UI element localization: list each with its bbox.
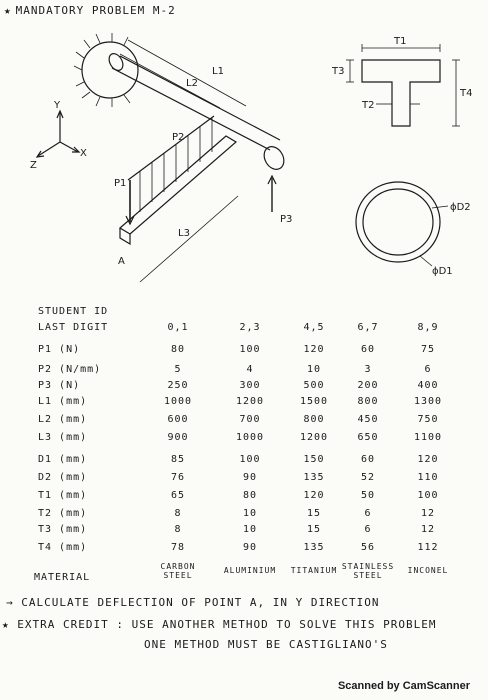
table-cell: 4 — [246, 364, 254, 375]
t-dimensions — [346, 44, 460, 126]
instruction-text-2: EXTRA CREDIT : USE ANOTHER METHOD TO SOLVE THIS PROBLEM — [17, 618, 437, 631]
table-cell: 78 — [170, 542, 186, 553]
material-row — [0, 562, 488, 588]
table-row — [0, 542, 488, 558]
column-header: 6,7 — [357, 322, 379, 333]
row-label: P1 (N) — [38, 344, 81, 355]
table-row — [0, 414, 488, 430]
table-cell: 112 — [417, 542, 439, 553]
table-cell: 300 — [239, 380, 261, 391]
table-cell: 500 — [303, 380, 325, 391]
label-axis-x: X — [80, 148, 87, 159]
row-label: L1 (mm) — [38, 396, 88, 407]
table-cell: 135 — [303, 472, 325, 483]
table-cell: 1200 — [299, 432, 329, 443]
row-label: L2 (mm) — [38, 414, 88, 425]
table-cell: 400 — [417, 380, 439, 391]
table-row — [0, 508, 488, 524]
table-row — [0, 432, 488, 448]
row-label: P2 (N/mm) — [38, 364, 102, 375]
table-cell: 10 — [242, 508, 258, 519]
table-cell: 110 — [417, 472, 439, 483]
table-cell: 200 — [357, 380, 379, 391]
t-section — [362, 60, 440, 126]
table-cell: 60 — [360, 454, 376, 465]
table-cell: 700 — [239, 414, 261, 425]
table-cell: 6 — [364, 524, 372, 535]
star-icon: ★ — [4, 4, 12, 17]
label-p2: P2 — [172, 132, 185, 143]
label-t2: T2 — [362, 100, 375, 111]
table-cell: 10 — [306, 364, 322, 375]
cross-arm — [120, 136, 236, 234]
row-label: P3 (N) — [38, 380, 81, 391]
table-cell: 1500 — [299, 396, 329, 407]
table-cell: 1300 — [413, 396, 443, 407]
material-cell: STAINLESS STEEL — [341, 562, 395, 580]
table-row — [0, 472, 488, 488]
table-cell: 120 — [303, 490, 325, 501]
table-cell: 250 — [167, 380, 189, 391]
column-header: 8,9 — [417, 322, 439, 333]
table-header-row — [0, 306, 488, 322]
axes — [37, 111, 79, 157]
table-row — [0, 396, 488, 412]
label-l2: L2 — [186, 78, 198, 89]
material-cell: CARBON STEEL — [160, 562, 196, 580]
table-cell: 150 — [303, 454, 325, 465]
label-p1: P1 — [114, 178, 127, 189]
table-row — [0, 364, 488, 380]
table-cell: 52 — [360, 472, 376, 483]
label-t4: T4 — [460, 88, 473, 99]
title-text: MANDATORY PROBLEM M-2 — [15, 4, 176, 17]
instruction-line-3: ONE METHOD MUST BE CASTIGLIANO'S — [144, 638, 388, 651]
table-cell: 1000 — [163, 396, 193, 407]
table-cell: 3 — [364, 364, 372, 375]
table-cell: 15 — [306, 524, 322, 535]
material-cell: TITANIUM — [290, 566, 338, 575]
table-cell: 85 — [170, 454, 186, 465]
label-axis-y: Y — [54, 100, 61, 111]
table-cell: 6 — [424, 364, 432, 375]
table-cell: 56 — [360, 542, 376, 553]
table-cell: 120 — [303, 344, 325, 355]
label-p3: P3 — [280, 214, 293, 225]
column-header: 2,3 — [239, 322, 261, 333]
instruction-text-1: CALCULATE DEFLECTION OF POINT A, IN Y DIRECTION — [21, 596, 380, 609]
table-cell: 135 — [303, 542, 325, 553]
table-cell: 65 — [170, 490, 186, 501]
row-label: D1 (mm) — [38, 454, 88, 465]
material-cell: ALUMINIUM — [223, 566, 277, 575]
material-label: MATERIAL — [34, 572, 91, 583]
table-cell: 8 — [174, 524, 182, 535]
row-label: T1 (mm) — [38, 490, 88, 501]
table-row — [0, 490, 488, 506]
table-cell: 15 — [306, 508, 322, 519]
table-cell: 1000 — [235, 432, 265, 443]
l3-dimension — [140, 196, 238, 282]
table-cell: 50 — [360, 490, 376, 501]
label-axis-z: Z — [30, 160, 37, 171]
row-label: D2 (mm) — [38, 472, 88, 483]
table-cell: 60 — [360, 344, 376, 355]
tube-inner — [363, 189, 433, 255]
header-label-1: STUDENT ID — [38, 306, 109, 317]
table-header-row-2 — [0, 322, 488, 338]
table-cell: 1100 — [413, 432, 443, 443]
table-cell: 80 — [170, 344, 186, 355]
table-cell: 12 — [420, 524, 436, 535]
table-cell: 6 — [364, 508, 372, 519]
d2-leader — [432, 206, 448, 208]
table-row — [0, 454, 488, 470]
table-cell: 1200 — [235, 396, 265, 407]
load-line — [128, 116, 214, 180]
table-row — [0, 380, 488, 396]
scanner-watermark: Scanned by CamScanner — [337, 680, 470, 692]
table-cell: 10 — [242, 524, 258, 535]
table-cell: 90 — [242, 542, 258, 553]
row-label: L3 (mm) — [38, 432, 88, 443]
instruction-line-2 — [2, 618, 437, 631]
table-cell: 90 — [242, 472, 258, 483]
shaft-start — [106, 51, 125, 73]
label-t1: T1 — [394, 36, 407, 47]
label-d1: ϕD1 — [432, 266, 453, 277]
material-cell: INCONEL — [407, 566, 449, 575]
column-header: 4,5 — [303, 322, 325, 333]
header-label-2: LAST DIGIT — [38, 322, 109, 333]
row-label: T2 (mm) — [38, 508, 88, 519]
table-cell: 75 — [420, 344, 436, 355]
row-label: T4 (mm) — [38, 542, 88, 553]
table-row — [0, 344, 488, 360]
label-a: A — [118, 256, 125, 267]
table-row — [0, 524, 488, 540]
table-cell: 600 — [167, 414, 189, 425]
label-d2: ϕD2 — [450, 202, 471, 213]
problem-figure — [0, 0, 488, 300]
table-cell: 5 — [174, 364, 182, 375]
arrow-right-icon: → — [6, 596, 14, 609]
d1-leader — [420, 256, 432, 266]
table-cell: 8 — [174, 508, 182, 519]
table-cell: 80 — [242, 490, 258, 501]
l2-dimension — [120, 54, 220, 108]
row-label: T3 (mm) — [38, 524, 88, 535]
table-cell: 100 — [417, 490, 439, 501]
label-l3: L3 — [178, 228, 190, 239]
table-cell: 650 — [357, 432, 379, 443]
table-cell: 12 — [420, 508, 436, 519]
table-cell: 800 — [303, 414, 325, 425]
table-cell: 100 — [239, 344, 261, 355]
wall-support — [82, 42, 138, 98]
star-icon: ★ — [2, 618, 10, 631]
label-t3: T3 — [332, 66, 345, 77]
table-cell: 800 — [357, 396, 379, 407]
table-cell: 450 — [357, 414, 379, 425]
table-cell: 750 — [417, 414, 439, 425]
l1-dimension — [128, 40, 246, 106]
table-cell: 120 — [417, 454, 439, 465]
table-cell: 76 — [170, 472, 186, 483]
instruction-line-1 — [6, 596, 380, 609]
tube-outer — [356, 182, 440, 262]
label-l1: L1 — [212, 66, 224, 77]
column-header: 0,1 — [167, 322, 189, 333]
table-cell: 100 — [239, 454, 261, 465]
table-cell: 900 — [167, 432, 189, 443]
shaft-body — [112, 56, 280, 150]
